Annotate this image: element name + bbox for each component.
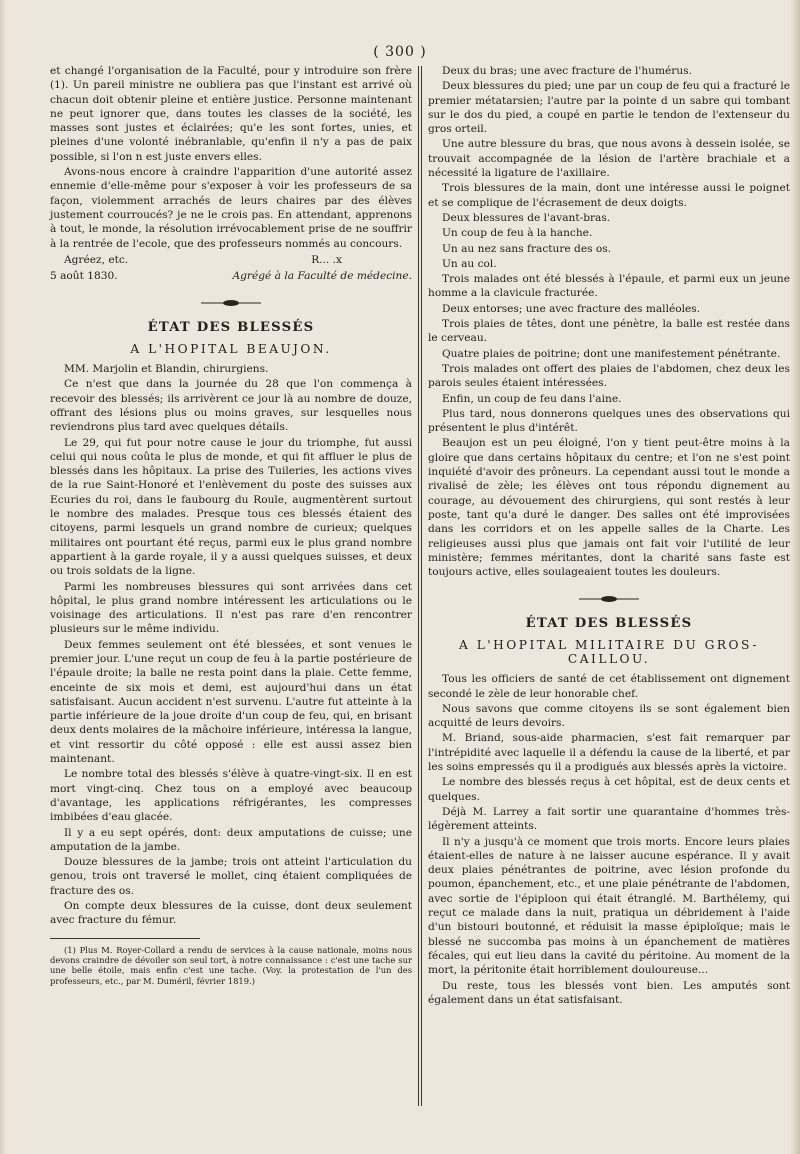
right-column [428,64,790,1114]
ornament-rule [201,299,261,307]
paragraph: Plus tard, nous donnerons quelques unes des observations qui présentent le plus d'intérêt. [428,407,790,435]
paragraph: MM. Marjolin et Blandin, chirurgiens. [64,363,269,376]
signature-line [50,269,412,283]
paragraph: Enfin, un coup de feu dans l'aine. [442,392,622,405]
signature-title: Agrégé à la Faculté de médecine. [232,270,412,283]
section-subtitle: A L'HOPITAL MILITAIRE DU GROS-CAILLOU. [459,637,759,666]
paragraph: Il n'y a jusqu'à ce moment que trois morts. Encore leurs plaies étaient-elles de nature à ne laisser aucune espérance. Il y avait deux plaies pénétrantes de poitrine, avec lésion profonde du poumon, épanchement, etc., et une plaie pénétrante de l'abdomen, avec sortie de l'épiploon qui était étranglé. M. Barthélemy, qui reçut ce malade dans la nuit, pratiqua un débridement à l'aide d'un bistouri boutonné, et réduisit la masse épiploïque; mais le blessé ne succomba pas moins à un épanchement de matières fécales, qui eut lieu dans la cavité du péritoine. Au moment de la mort, la péritonite était horriblement douloureuse... [428,835,790,977]
paragraph: Deux femmes seulement ont été blessées, et sont venues le premier jour. L'une reçut un coup de feu à la partie postérieure de l'épaule droite; la balle ne resta point dans la plaie. Cette femme, enceinte de six mois et demi, est aujourd'hui dans un état satisfaisant. Aucun accident n'est survenu. L'autre fut atteinte à la partie inférieure de la joue droite d'un coup de feu, qui, en brisant deux dents molaires de la mâchoire inférieure, intéressa la langue, et vint ressortir du côté opposé : elle est aussi assez bien maintenant. [50,638,412,766]
paragraph: Une autre blessure du bras, que nous avons à dessein isolée, se trouvait accompagnée de la lésion de l'artère brachiale et a nécessité la ligature de l'axillaire. [428,138,790,180]
paragraph: Du reste, tous les blessés vont bien. Les amputés sont également dans un état satisfaisant. [428,979,790,1006]
paragraph: Deux entorses; une avec fracture des malléoles. [442,302,701,315]
paragraph: Le nombre total des blessés s'élève à quatre-vingt-six. Il en est mort vingt-cinq. Chez tous on a employé avec beaucoup d'avantage, les applications réfrigérantes, les compresses imbibées d'eau glacée. [50,768,412,824]
section-title: ÉTAT DES BLESSÉS [147,320,315,336]
paragraph: Trois malades ont offert des plaies de l'abdomen, chez deux les parois seules étaient intéressées. [428,362,790,390]
paragraph: Deux blessures du pied; une par un coup de feu qui a fracturé le premier métatarsien; l'autre par la pointe d un sabre qui tombant sur le dos du pied, a coupé en partie le tendon de l'extenseur du gros orteil. [428,80,790,136]
paragraph: Un coup de feu à la hanche. [442,227,593,240]
paragraph: Quatre plaies de poitrine; dont une manifestement pénétrante. [442,347,781,360]
section-ornament [428,595,790,603]
letter-date: 5 août 1830. [50,270,118,283]
paragraph: Un au nez sans fracture des os. [442,242,612,255]
paragraph: On compte deux blessures de la cuisse, dont deux seulement avec fracture du fémur. [50,900,412,927]
paragraph: M. Briand, sous-aide pharmacien, s'est fait remarquer par l'intrépidité avec laquelle il a défendu la cause de la liberté, et par les soins empressés qu il a prodigués aux blessés après la victoire. [428,732,790,774]
paragraph: Le 29, qui fut pour notre cause le jour du triomphe, fut aussi celui qui nous coûta le plus de monde, et qui fit affluer le plus de blessés dans les hôpitaux. La prise des Tuileries, les actions vives de la rue Saint-Honoré et l'enlèvement du poste des suisses aux Ecuries du roi, dans le faubourg du Roule, augmentèrent surtout le nombre des malades. Presque tous ces blessés étaient des citoyens, parmi lesquels un grand nombre de curieux; quelques militaires ont pourtant été reçus, parmi eux le plus grand nombre appartient à la garde royale, il y a aussi quelques suisses, et deux ou trois soldats de la ligne. [50,436,412,578]
page-edge-left [0,0,6,1154]
paragraph: Trois blessures de la main, dont une intéresse aussi le poignet et se complique de l'écrasement de deux doigts. [428,182,790,209]
paragraph: Douze blessures de la jambe; trois ont atteint l'articulation du genou, trois ont traversé le mollet, cinq étaient compliquées de fracture des os. [50,856,412,897]
section-subtitle: A L'HOPITAL BEAUJON. [130,341,332,356]
paragraph: Tous les officiers de santé de cet établissement ont dignement secondé le zèle de leur honorable chef. [428,673,790,700]
paragraph: Trois malades ont été blessés à l'épaule, et parmi eux un jeune homme a la clavicule fracturée. [428,273,790,300]
signature-closing: Agréez, etc. [64,253,129,266]
paragraph: Nous savons que comme citoyens ils se sont également bien acquitté de leurs devoirs. [428,702,790,730]
paragraph: Ce n'est que dans la journée du 28 que l'on commença à recevoir des blessés; ils arrivèrent ce jour là au nombre de douze, offrant des lésions plus ou moins graves, sur lesquelles nous reviendrons plus tard avec quelques détails. [50,378,412,434]
page-number: ( 300 ) [373,44,427,60]
section-ornament [50,299,412,307]
section-title: ÉTAT DES BLESSÉS [525,616,693,632]
paragraph: Le nombre des blessés reçus à cet hôpital, est de deux cents et quelques. [428,776,790,803]
column-divider-second [421,66,422,1106]
signature-name: R... .x [311,253,342,266]
paragraph: Déjà M. Larrey a fait sortir une quarantaine d'hommes très-légèrement atteints. [428,805,790,833]
footnote: (1) Plus M. Royer-Collard a rendu de services à la cause nationale, moins nous devons craindre de dévoiler son seul tort, à notre connaissance : c'est une tache sur une belle étoile, mais enfin c'est une tache. (Voy. la protestation de l'un des professeurs, etc., par M. Duméril, février 1819.) [50,944,412,986]
footnote-divider [50,938,200,939]
paragraph: Trois plaies de têtes, dont une pénètre, la balle est restée dans le cerveau. [428,318,790,345]
paragraph: Deux du bras; une avec fracture de l'humérus. [442,65,692,77]
signature-line [50,253,412,267]
paragraph: Beaujon est un peu éloigné, l'on y tient peut-être moins à la gloire que dans certains hôpitaux du centre; et l'on ne s'est point inquiété d'avoir des prôneurs. La cependant aussi tout le monde a rivalisé de zèle; les élèves ont tous répondu dignement au courage, au dévouement des chirurgiens, qui sont restés à leur poste, tant qu'a duré le danger. Des salles ont été improvisées dans les corridors et on les appelle salles de la Charte. Les religieuses aussi plus que jamais ont fait voir l'utilité de leur ministère; femmes méritantes, dont la charité sans faste est toujours active, elles soulageaient toutes les douleurs. [428,437,790,579]
ornament-rule [579,595,639,603]
paragraph: Deux blessures de l'avant-bras. [442,211,611,224]
paragraph: Parmi les nombreuses blessures qui sont arrivées dans cet hôpital, le plus grand nombre intéressent les articulations ou le voisinage des articulations. Il n'est pas rare d'en rencontrer plusieurs sur le même individu. [50,580,412,636]
column-divider [418,66,419,1106]
paragraph: Un au col. [442,257,497,270]
page-edge-right [790,0,800,1154]
paragraph: Il y a eu sept opérés, dont: deux amputations de cuisse; une amputation de la jambe. [50,826,412,853]
paragraph: et changé l'organisation de la Faculté, pour y introduire son frère (1). Un pareil ministre ne oubliera pas que l'instant est arrivé où chacun doit obtenir pleine et entière justice. Personne maintenant ne peut ignorer que, dans toutes les classes de la société, les masses sont justes et éclairées; qu'e les sont fortes, unies, et pleines d'une volonté inébranlable, qu'enfin il n'y a pas de paix possible, si l'on n est juste envers elles. [50,65,412,163]
left-column [50,64,412,1114]
paragraph: Avons-nous encore à craindre l'apparition d'une autorité assez ennemie d'elle-même pour s'exposer à voir les professeurs de sa façon, violemment arrachés de leurs chaires par des élèves justement courroucés? je ne le crois pas. En attendant, apprenons à tout, le monde, la résolution irrévocablement prise de ne souffrir à la rentrée de l'ecole, que des professeurs nommés au concours. [50,166,412,250]
